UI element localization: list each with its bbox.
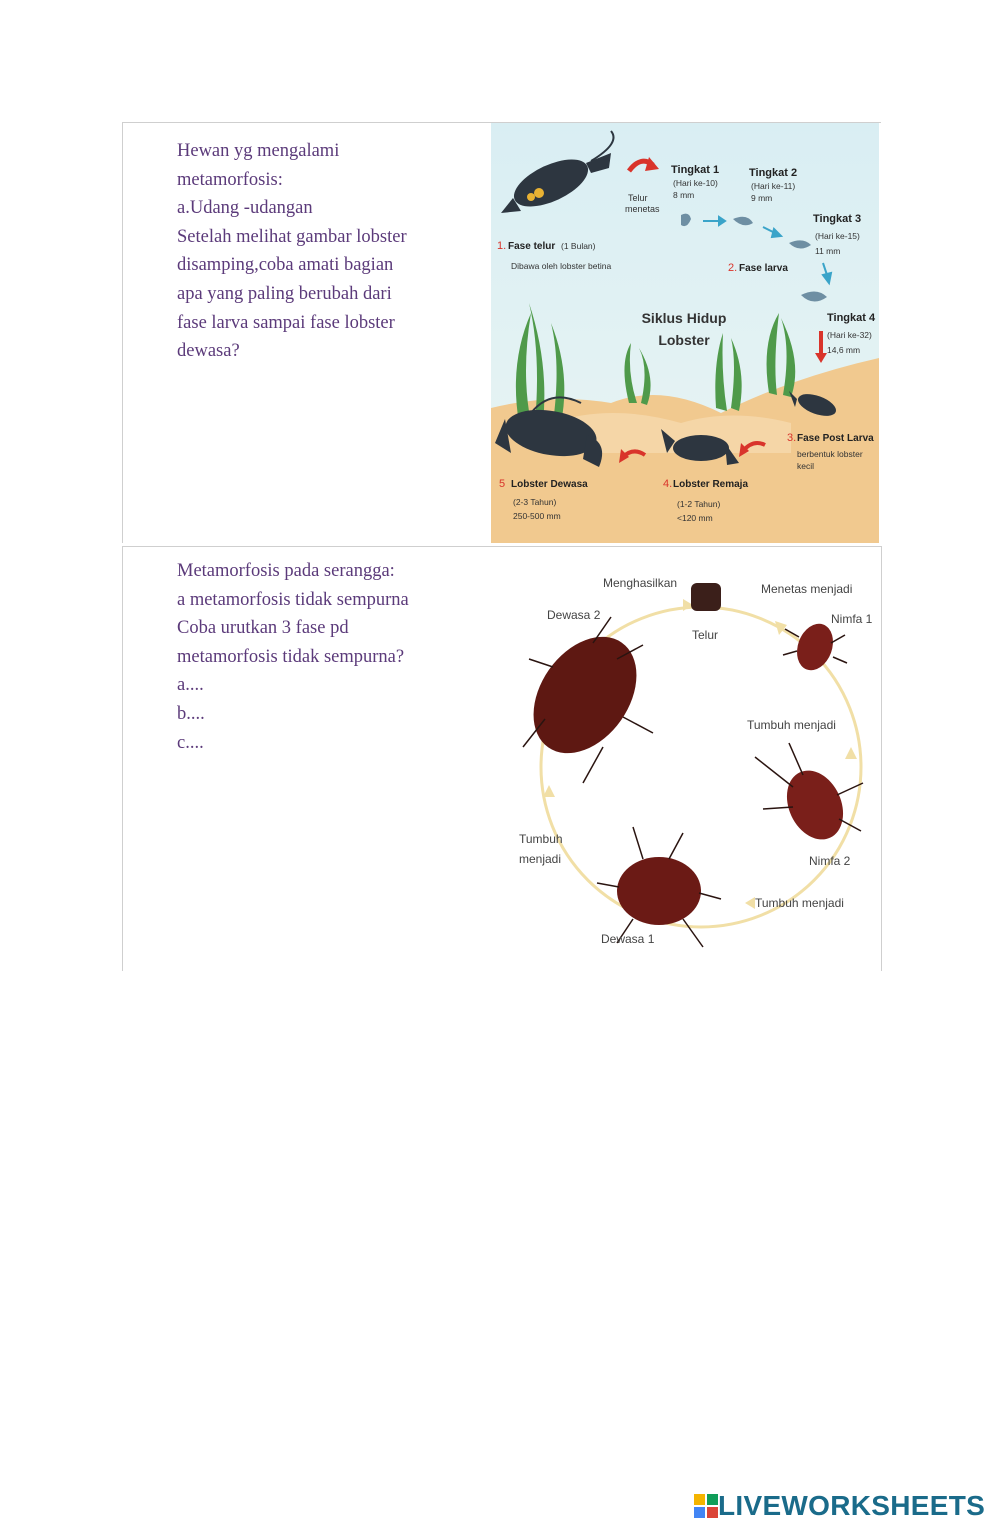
question-line: Coba urutkan 3 fase pd [177,618,349,639]
adult1-icon [597,827,721,947]
tingkat1-label: Tingkat 1 [671,164,720,176]
egg-icon [691,583,721,611]
label-tumbuh-left: Tumbuh [519,832,563,846]
tingkat1-day: (Hari ke-10) [673,178,718,188]
fase5-d1: (2-3 Tahun) [513,497,557,507]
fase5-num: 5 [499,478,506,490]
tingkat4-day: (Hari ke-32) [827,330,872,340]
fase2-label: Fase larva [739,263,788,274]
label-menjadi-left: menjadi [519,852,562,866]
liveworksheets-logo [694,1490,985,1522]
liveworksheets-logo-icon [694,1494,718,1518]
label-nimfa1: Nimfa 1 [831,612,873,626]
question-line: a.Udang -udangan [177,198,313,219]
question-line: metamorfosis tidak sempurna? [177,646,405,667]
diagram-title-line2: Lobster [658,332,710,348]
label-dewasa1: Dewasa 1 [601,932,655,946]
question-line: disamping,coba amati bagian [177,255,394,276]
label-dewasa2: Dewasa 2 [547,608,601,622]
question-line: apa yang paling berubah dari [177,283,392,304]
question-line: Setelah melihat gambar lobster [177,226,407,247]
diagram-title-line1: Siklus Hidup [641,310,727,326]
question-line: a metamorfosis tidak sempurna [177,589,409,610]
question-line: Hewan yg mengalami [177,141,340,161]
cockroach-life-cycle-diagram [493,547,881,971]
fase3-desc1: berbentuk lobster [797,449,863,459]
lobster-question-card [122,122,881,543]
fase4-d2: <120 mm [677,513,713,523]
liveworksheets-wordmark: LIVEWORKSHEETS [718,1490,986,1521]
fase3-desc2: kecil [797,461,815,471]
fase4-num: 4. [663,478,673,490]
question-line: Metamorfosis pada serangga: [177,561,395,581]
fase4-label: Lobster Remaja [673,479,749,490]
question-line: a.... [177,675,204,696]
label-menetas-menjadi: Menetas menjadi [761,582,853,596]
label-telur: Telur [691,628,719,642]
fase4-d1: (1-2 Tahun) [677,499,721,509]
label-menghasilkan: Menghasilkan [603,576,678,590]
label-nimfa2: Nimfa 2 [809,854,851,868]
label-tumbuh-menjadi-bottom: Tumbuh menjadi [755,896,844,910]
tingkat1-size: 8 mm [673,190,695,200]
fase2-num: 2. [728,262,738,274]
adult2-icon [512,617,658,783]
nymph1-icon [783,619,847,676]
question-line: metamorfosis: [177,169,283,190]
tingkat2-day: (Hari ke-11) [751,181,796,191]
question-line: b.... [177,703,205,724]
fase5-d2: 250-500 mm [513,511,561,521]
insect-question-card [122,546,882,971]
label-telur: Telur [628,193,648,203]
tingkat3-label: Tingkat 3 [813,213,862,225]
fase1-note: (1 Bulan) [561,241,596,251]
question-line: dewasa? [177,341,240,362]
tingkat3-day: (Hari ke-15) [815,231,860,241]
tingkat4-label: Tingkat 4 [827,312,876,324]
question-line: c.... [177,732,204,753]
lobster-question-text [177,137,457,366]
fase1-desc: Dibawa oleh lobster betina [511,261,612,271]
label-menetas: menetas [625,204,660,214]
fase1-num: 1. [497,240,507,252]
insect-question-text [177,557,457,757]
tingkat2-label: Tingkat 2 [749,167,798,179]
tingkat2-size: 9 mm [751,193,773,203]
fase3-num: 3. [787,432,797,444]
fase1-label: Fase telur [508,241,556,252]
label-tumbuh-menjadi-right: Tumbuh menjadi [747,718,836,732]
fase3-label: Fase Post Larva [797,433,874,444]
tingkat3-size: 11 mm [815,246,841,256]
tingkat4-size: 14,6 mm [827,345,861,355]
lobster-life-cycle-diagram [491,123,879,543]
question-line: fase larva sampai fase lobster [177,312,395,333]
fase5-label: Lobster Dewasa [511,479,588,490]
